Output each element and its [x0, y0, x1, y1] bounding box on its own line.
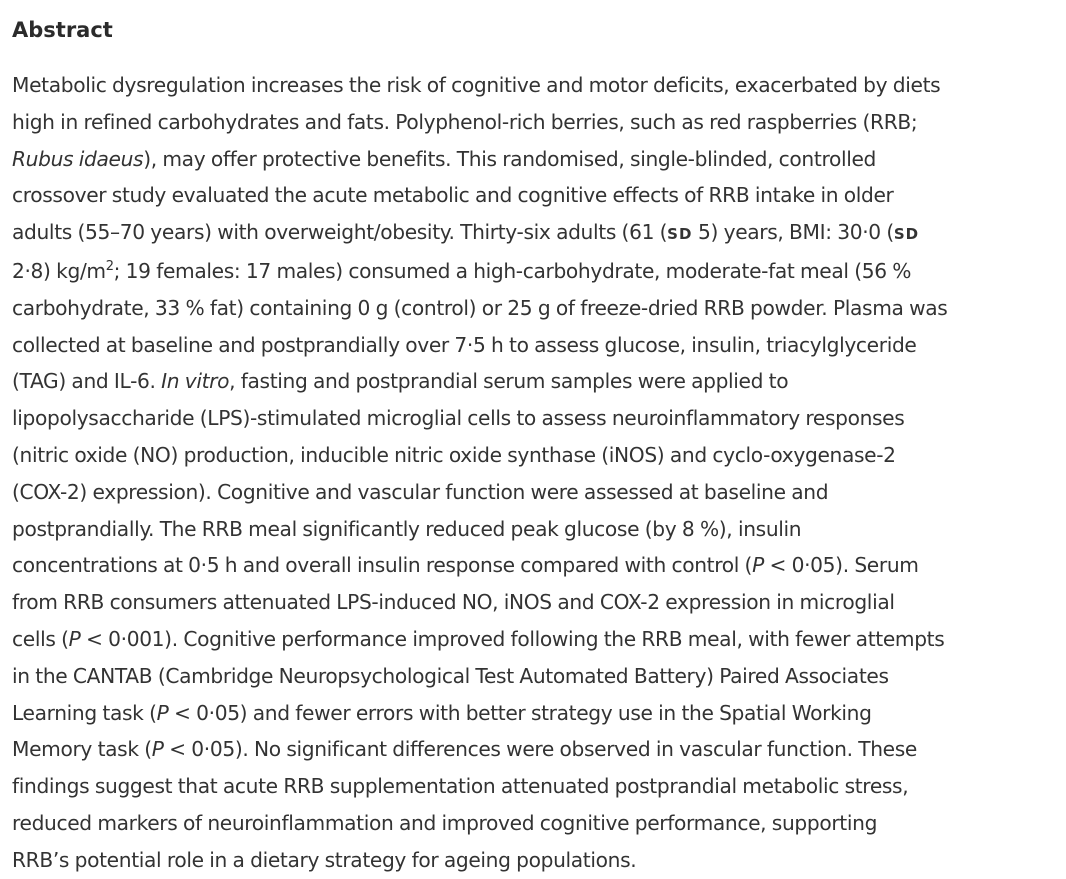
abstract-line: in the CANTAB (Cambridge Neuropsychological Test Automated Battery) Paired Associates — [12, 663, 889, 688]
abstract-line: postprandially. The RRB meal significantly reduced peak glucose (by 8 %), insulin — [12, 516, 802, 541]
abstract-heading: Abstract — [12, 18, 113, 42]
abstract-text — [12, 67, 1058, 879]
abstract-line: Rubus idaeus), may offer protective benefits. This randomised, single-blinded, controlled — [12, 146, 876, 171]
sd-abbreviation: SD — [893, 225, 920, 244]
abstract-line: reduced markers of neuroinflammation and improved cognitive performance, supporting — [12, 810, 878, 835]
in-vitro-term: In vitro — [161, 369, 230, 394]
p-value-symbol: P — [156, 700, 169, 725]
abstract-line: (nitric oxide (NO) production, inducible nitric oxide synthase (iNOS) and cyclo-oxygenase-2 — [12, 442, 896, 467]
abstract-line: RRB’s potential role in a dietary strategy for ageing populations. — [12, 847, 637, 872]
abstract-line: Learning task (P < 0·05) and fewer errors with better strategy use in the Spatial Working — [12, 700, 872, 725]
abstract-line: 2·8) $kg/m^2$; 19 females: 17 males) consumed a high-carbohydrate, moderate-fat meal (56 % — [12, 258, 912, 283]
abstract-line: from RRB consumers attenuated LPS-induced NO, iNOS and COX-2 expression in microglial — [12, 590, 895, 615]
p-value-symbol: P — [68, 626, 81, 651]
abstract-line: adults (55–70 years) with overweight/obesity. Thirty-six adults (61 (SD 5) years, BMI: 30·0 (SD — [12, 220, 920, 245]
abstract-line: cells (P < 0·001). Cognitive performance improved following the RRB meal, with fewer attempts — [12, 626, 945, 651]
p-value-symbol: P — [752, 553, 764, 578]
abstract-line: lipopolysaccharide (LPS)-stimulated microglial cells to assess neuroinflammatory responses — [12, 406, 905, 431]
abstract-line: carbohydrate, 33 % fat) containing 0 g (control) or 25 g of freeze-dried RRB powder. Plasma was — [12, 295, 948, 320]
abstract-line: high in refined carbohydrates and fats. Polyphenol-rich berries, such as red raspberries (RRB; — [12, 109, 918, 134]
p-value-symbol: P — [151, 737, 164, 762]
abstract-line: crossover study evaluated the acute metabolic and cognitive effects of RRB intake in older — [12, 183, 894, 208]
abstract-line: collected at baseline and postprandially over 7·5 h to assess glucose, insulin, triacylglyceride — [12, 332, 917, 357]
abstract-line: concentrations at 0·5 h and overall insulin response compared with control (P < 0·05). Serum — [12, 553, 919, 578]
abstract-line: (COX-2) expression). Cognitive and vascular function were assessed at baseline and — [12, 479, 829, 504]
abstract-line: Metabolic dysregulation increases the risk of cognitive and motor deficits, exacerbated by diets — [12, 73, 941, 97]
abstract-line: (TAG) and IL-6. In vitro, fasting and postprandial serum samples were applied to — [12, 369, 789, 394]
abstract-line: findings suggest that acute RRB supplementation attenuated postprandial metabolic stress, — [12, 774, 909, 799]
abstract-line: Memory task (P < 0·05). No significant differences were observed in vascular function. These — [12, 737, 917, 762]
sd-abbreviation: SD — [667, 225, 693, 244]
species-name: Rubus idaeus — [12, 146, 144, 171]
superscript-exponent: 2 — [105, 258, 114, 274]
